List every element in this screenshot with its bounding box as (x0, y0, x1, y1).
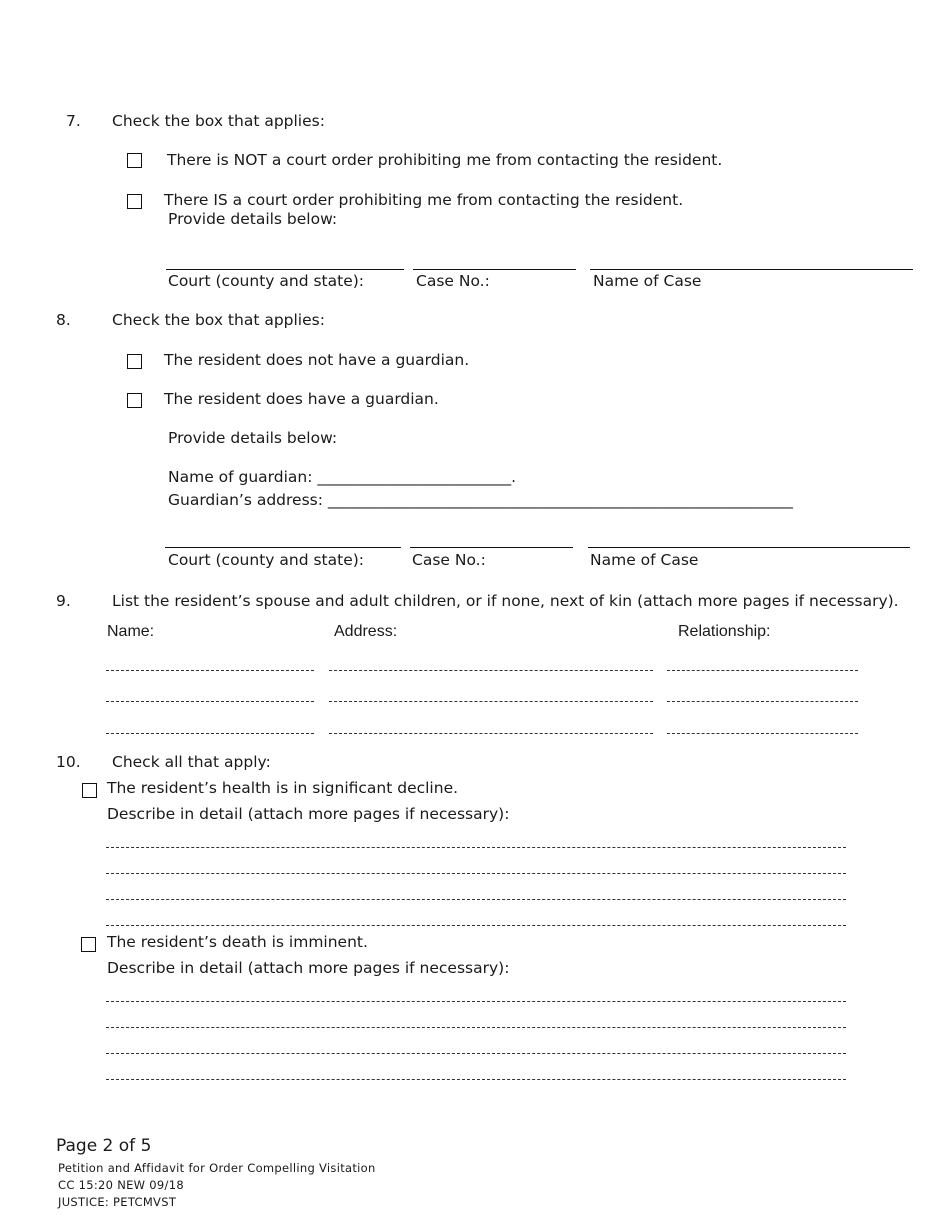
s8-case-name-caption: Name of Case (590, 551, 699, 569)
health-describe-label: Describe in detail (attach more pages if necessary): (107, 805, 510, 823)
relationship-column-header: Relationship: (678, 623, 771, 640)
death-describe-label: Describe in detail (attach more pages if necessary): (107, 959, 510, 977)
form-title: Petition and Affidavit for Order Compelling Visitation (58, 1161, 376, 1175)
kin-address-line[interactable] (329, 733, 653, 734)
kin-relationship-line[interactable] (667, 670, 858, 671)
health-detail-line[interactable] (106, 873, 846, 874)
kin-relationship-line[interactable] (667, 733, 858, 734)
death-imminent-label: The resident’s death is imminent. (107, 933, 368, 951)
section-9-prompt: List the resident’s spouse and adult children, or if none, next of kin (attach more pages if necessary). (112, 592, 899, 610)
s7-provide-details: Provide details below: (168, 210, 338, 228)
death-detail-line[interactable] (106, 1001, 846, 1002)
s7-court-caption: Court (county and state): (168, 272, 365, 290)
court-order-exists-checkbox[interactable] (127, 194, 142, 209)
s7-case-name-line[interactable] (590, 269, 913, 270)
s7-court-line[interactable] (166, 269, 404, 270)
s8-provide-details: Provide details below: (168, 429, 338, 447)
health-decline-label: The resident’s health is in significant decline. (107, 779, 459, 797)
health-detail-line[interactable] (106, 899, 846, 900)
s8-court-line[interactable] (165, 547, 401, 548)
death-imminent-checkbox[interactable] (81, 937, 96, 952)
s7-case-no-line[interactable] (413, 269, 576, 270)
health-detail-line[interactable] (106, 847, 846, 848)
s7-case-no-caption: Case No.: (416, 272, 490, 290)
section-10-number: 10. (56, 753, 81, 771)
death-detail-line[interactable] (106, 1027, 846, 1028)
has-guardian-checkbox[interactable] (127, 393, 142, 408)
s7-case-name-caption: Name of Case (593, 272, 702, 290)
section-7-prompt: Check the box that applies: (112, 112, 325, 130)
form-number: CC 15:20 NEW 09/18 (58, 1178, 184, 1192)
no-court-order-label: There is NOT a court order prohibiting me from contacting the resident. (167, 151, 723, 169)
guardian-address-field[interactable]: Guardian’s address: ____________________________________________________________ (168, 491, 793, 509)
has-guardian-label: The resident does have a guardian. (164, 390, 439, 408)
no-guardian-checkbox[interactable] (127, 354, 142, 369)
address-column-header: Address: (334, 623, 398, 640)
kin-name-line[interactable] (106, 701, 314, 702)
s8-court-caption: Court (county and state): (168, 551, 365, 569)
kin-address-line[interactable] (329, 670, 653, 671)
name-column-header: Name: (107, 623, 155, 640)
page-number: Page 2 of 5 (56, 1136, 152, 1156)
section-9-number: 9. (56, 592, 71, 610)
form-code: JUSTICE: PETCMVST (58, 1195, 177, 1209)
kin-address-line[interactable] (329, 701, 653, 702)
kin-name-line[interactable] (106, 670, 314, 671)
death-detail-line[interactable] (106, 1079, 846, 1080)
guardian-name-field[interactable]: Name of guardian: _________________________. (168, 468, 517, 486)
s8-case-name-line[interactable] (588, 547, 910, 548)
section-7-number: 7. (66, 112, 81, 130)
no-court-order-checkbox[interactable] (127, 153, 142, 168)
s8-case-no-line[interactable] (410, 547, 573, 548)
health-detail-line[interactable] (106, 925, 846, 926)
section-10-prompt: Check all that apply: (112, 753, 271, 771)
health-decline-checkbox[interactable] (82, 783, 97, 798)
court-order-exists-label: There IS a court order prohibiting me from contacting the resident. (164, 191, 684, 209)
kin-name-line[interactable] (106, 733, 314, 734)
s8-case-no-caption: Case No.: (412, 551, 486, 569)
no-guardian-label: The resident does not have a guardian. (164, 351, 470, 369)
death-detail-line[interactable] (106, 1053, 846, 1054)
section-8-number: 8. (56, 311, 71, 329)
kin-relationship-line[interactable] (667, 701, 858, 702)
section-8-prompt: Check the box that applies: (112, 311, 325, 329)
